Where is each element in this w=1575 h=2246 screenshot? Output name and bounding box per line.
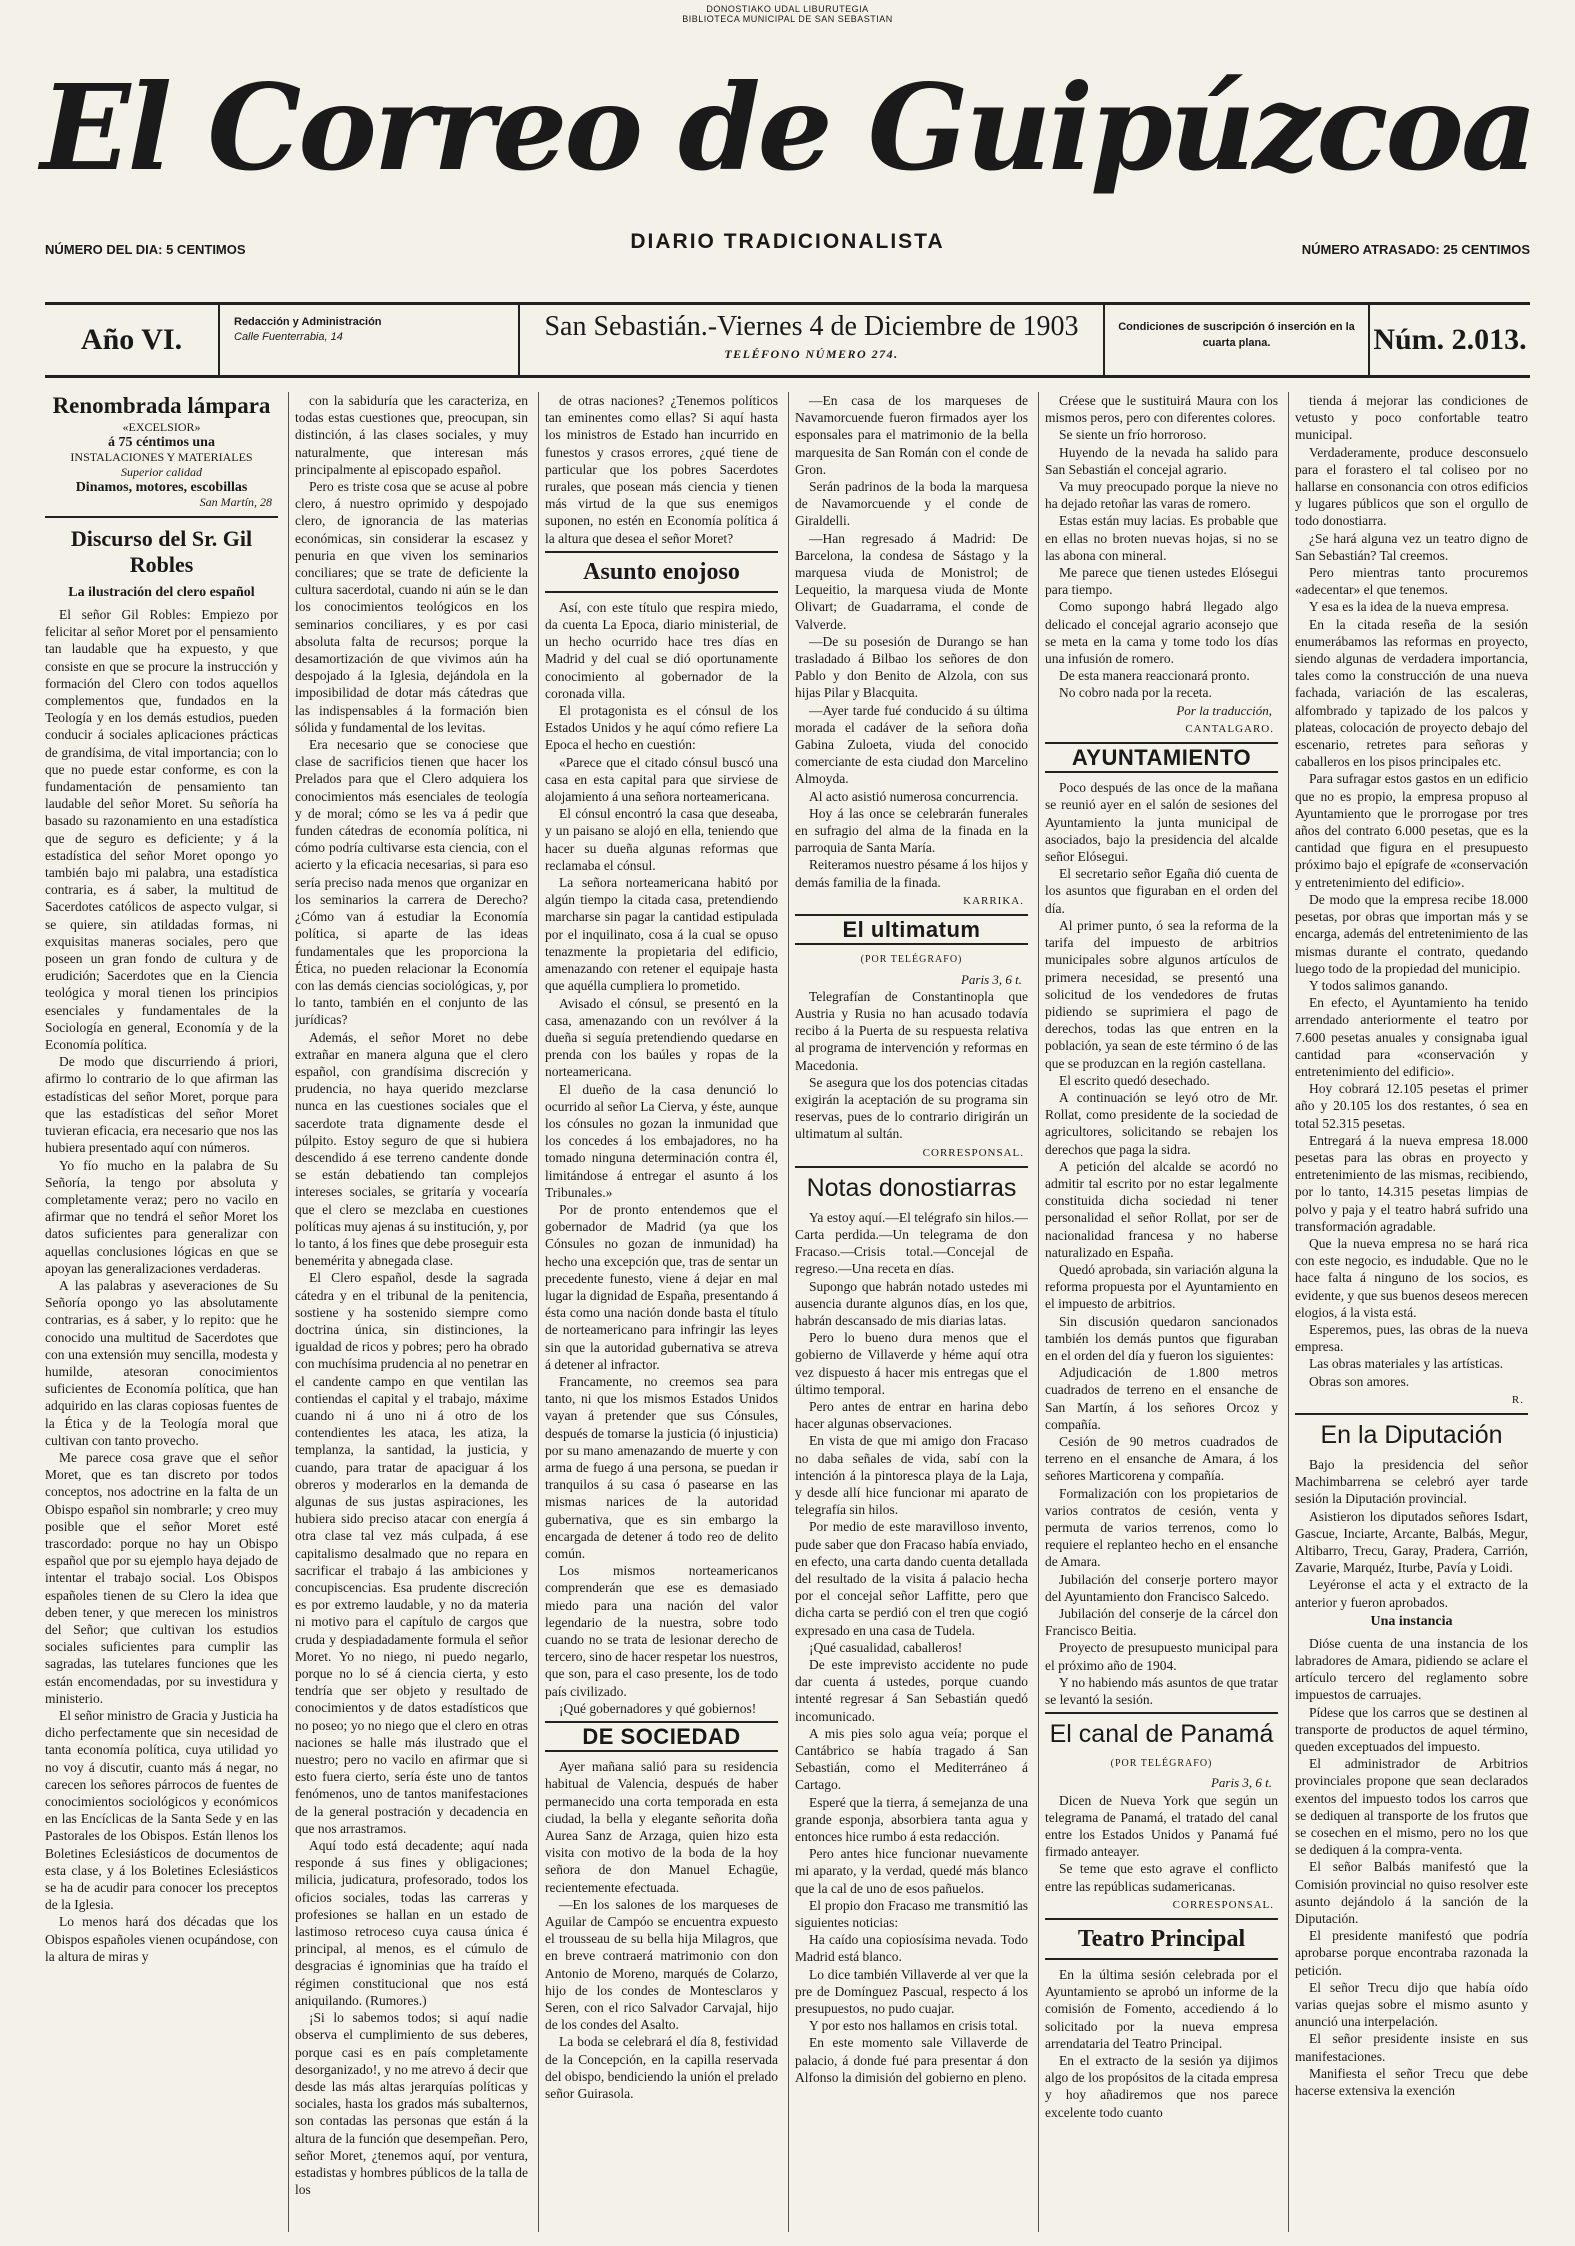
ad-items: Dinamos, motores, escobillas <box>75 480 248 495</box>
dateline: Paris 3, 6 t. <box>1210 1775 1272 1791</box>
article-title: El ultimatum <box>795 914 1028 945</box>
paragraph: Al primer punto, ó sea la reforma de la tarifa del impuesto de arbitrios municipales sobre algunos artículos de primera necesidad, se presentó una solicitud de los vendedores de frutas pidiendo se suprimiera el pago de derechos, todas las que entren en la población, ya sean de este término ó de las que se produzcan en la región castellana. <box>1045 917 1278 1071</box>
article-subtitle: La ilustración del clero español <box>68 585 255 600</box>
telegraph-tag: (POR TELÉGRAFO) <box>860 954 963 966</box>
paragraph: En el extracto de la sesión ya dijimos algo de los propósitos de la citada empresa y hoy añadiremos que nos parece excelente todo cuanto <box>1045 2053 1278 2120</box>
article-title: Notas donostiarras <box>795 1166 1028 1203</box>
issue-date: San Sebastián.-Viernes 4 de Diciembre de 1903 <box>544 311 1079 342</box>
article-title: Teatro Principal <box>1045 1918 1278 1960</box>
paragraph: Hoy cobrará 12.105 pesetas el primer año y 20.105 los dos restantes, ó sea en total 52.315 pesetas. <box>1295 1081 1528 1131</box>
paragraph: De modo que la empresa recibe 18.000 pesetas, por obras que importan más y se encarga, además del entretenimiento de las mismas durante el contrato, quedando luego todo de la propiedad del municipio. <box>1295 891 1528 976</box>
paragraph: —De su posesión de Durango se han trasladado á Bilbao los señores de don Pablo y don Benito de Alzola, con sus hijas Pilar y Blacquita. <box>795 633 1028 701</box>
library-stamp-line2: BIBLIOTECA MUNICIPAL DE SAN SEBASTIAN <box>682 14 893 24</box>
paragraph: El señor Trecu dijo que había oído varias quejas sobre el mismo asunto y anunció una interpelación. <box>1295 1979 1528 2030</box>
office-title: Redacción y Administración <box>234 316 382 328</box>
paragraph: El cónsul encontró la casa que deseaba, y un paisano se alojó en ella, teniendo que hacer su dueña algunas reformas que reclamaba el cónsul. <box>545 806 778 873</box>
dateline: Paris 3, 6 t. <box>960 971 1022 987</box>
paragraph: Ya estoy aquí.—El telégrafo sin hilos.—Carta perdida.—Un telegrama de don Fracaso.—Crisis total.—Concejal de regreso.—Una receta en días. <box>795 1209 1028 1277</box>
paragraph: El propio don Fracaso me transmitió las siguientes noticias: <box>795 1897 1028 1931</box>
column-rule <box>1288 392 1289 2232</box>
office-info <box>220 305 520 375</box>
article-title: AYUNTAMIENTO <box>1045 742 1278 773</box>
paragraph: Telegrafían de Constantinopla que Austria y Rusia no han acusado todavía recibo á la Puerta de su respuesta relativa al programa de intervención y reformas en Macedonia. <box>795 988 1028 1073</box>
paragraph: Poco después de las once de la mañana se reunió ayer en el salón de sesiones del Ayuntamiento la junta municipal de asociados, bajo la presidencia del alcalde señor Elósegui. <box>1045 780 1278 865</box>
paragraph: Las obras materiales y las artísticas. <box>1309 1356 1504 1372</box>
paragraph: En vista de que mi amigo don Fracaso no daba señales de vida, sabí con la intención á la pintoresca playa de la Laja, y desde allí hice funcionar mi aparato de telegrafía sin hilos. <box>795 1433 1028 1518</box>
paragraph: Pero mientras tanto procuremos «adecentar» el que tenemos. <box>1295 565 1528 598</box>
paragraph: Así, con este título que respira miedo, da cuenta La Epoca, diario ministerial, de un hecho ocurrido hace tres días en Madrid y del cual se dió oportunamente conocimiento al gobernador de la coronada villa. <box>545 599 778 701</box>
paragraph: Además, el señor Moret no debe extrañar en manera alguna que el clero español, con grandísima discreción y prudencia, no haya querido mezclarse nunca en las cuestiones sociales que el sacerdote trata dignamente desde el púlpito. Estoy seguro de que si hubiera descendido á ese terreno candente donde se están debatiendo tan complejos intereses sociales, se gritaría y vocearía que el clero se mezclaba en cuestiones políticas muy ajenas á su institución, y, por lo tanto, á los fines que debe proseguir esta benemérita y abnegada clase. <box>295 1029 528 1269</box>
paragraph: A petición del alcalde se acordó no admitir tal escrito por no estar legalmente constituida dicha sociedad ni tener personalidad el señor Rollat, por ser de nacionalidad francesa y no haberse naturalizado en España. <box>1045 1158 1278 1260</box>
paragraph: Leyéronse el acta y el extracto de la anterior y fueron aprobados. <box>1295 1577 1528 1610</box>
paragraph: A mis pies solo agua veía; porque el Cantábrico se había tragado á San Sebastián, como el Mediterráneo á Cartago. <box>795 1725 1028 1793</box>
paragraph: tienda á mejorar las condiciones de vetusto y poco confortable teatro municipal. <box>1295 393 1528 443</box>
paragraph: En efecto, el Ayuntamiento ha tenido arrendado anteriormente el teatro por 7.600 pesetas anuales y consignaba igual cantidad para «conservación y entretenimiento del edificio». <box>1295 995 1528 1079</box>
paragraph: ¡Si lo sabemos todos; si aquí nadie observa el cumplimiento de sus deberes, porque casi es en país completamente desorganizado!, y no me atrevo á decir que desde las más altas jerarquías políticas y sociales, hasta los grados más subalternos, son contadas las personas que están á la altura de la función que desempeñan. Pero, señor Moret, ¿tenemos aquí, por ventura, estadistas y hombres públicos de la talla de los <box>295 2010 528 2198</box>
price-today: NÚMERO DEL DIA: 5 CENTIMOS <box>45 242 246 257</box>
paragraph: Hoy á las once se celebrarán funerales en sufragio del alma de la finada en la parroquia de Santa María. <box>795 805 1028 856</box>
ad-install: INSTALACIONES Y MATERIALES <box>70 450 253 464</box>
paragraph: El escrito quedó desechado. <box>1059 1072 1210 1088</box>
column-4 <box>795 392 1028 2232</box>
paragraph: «Parece que el citado cónsul buscó una casa en esta capital para que sirviese de alojamiento á una señora norteamericana. <box>545 754 778 805</box>
paragraph: —Han regresado á Madrid: De Barcelona, la condesa de Sástago y la marquesa viuda de Monistrol; de Lequeitio, la marquesa viuda de Monte Olivart; de Guadarrama, el conde de Valverde. <box>795 530 1028 632</box>
column-5 <box>1045 392 1278 2232</box>
library-stamp <box>0 4 1575 24</box>
paragraph: Pero antes hice funcionar nuevamente mi aparato, y la verdad, quedé más blanco que la cal de uno de esos pañuelos. <box>795 1846 1028 1896</box>
signature: KARRIKA. <box>963 894 1024 907</box>
paragraph: Para sufragar estos gastos en un edificio que no es propio, la empresa propuso al Ayuntamiento que le prorrogase por tres años del contrato 6.000 pesetas, que es la cantidad que figura en el presupuesto próximo bajo el epígrafe de «conservación y entretenimiento del edificio». <box>1295 771 1528 890</box>
column-3 <box>545 392 778 2232</box>
section-subtitle: Una instancia <box>1370 1613 1453 1629</box>
paragraph: Y todos salimos ganando. <box>1309 977 1448 993</box>
paragraph: Se asegura que los dos potencias citadas exigirán la aceptación de su programa sin reservas, pues de lo contrario dirigirán un ultimatum al sultán. <box>795 1074 1028 1142</box>
paragraph: Entregará á la nueva empresa 18.000 pesetas para las obras en proyecto y entretenimiento de las mismas, recibiendo, por lo tanto, 14.315 pesetas limpias de polvo y paja y el teatro habrá sufrido una transformación agradable. <box>1295 1132 1528 1234</box>
paragraph: Me parece que tienen ustedes Elósegui para tiempo. <box>1045 565 1278 598</box>
paragraph: El protagonista es el cónsul de los Estados Unidos y he aquí cómo refiere La Epoca el hecho en cuestión: <box>545 703 778 753</box>
paragraph: Formalización con los propietarios de varios contratos de cesión, venta y permuta de varios terrenos, como lo requiere el replanteo hecho en el ensanche de Amara. <box>1045 1485 1278 1570</box>
article-title: Asunto enojoso <box>545 551 778 593</box>
signature: CANTALGARO. <box>1185 722 1274 735</box>
translator-note: Por la traducción, <box>1176 702 1272 718</box>
article-title: En la Diputación <box>1295 1413 1528 1450</box>
signature: R. <box>1511 1393 1524 1406</box>
signature: CORRESPONSAL. <box>1172 1898 1274 1911</box>
paragraph: La señora norteamericana habitó por algún tiempo la citada casa, pretendiendo marcharse sin pagar la cantidad estipulada por el inquilinato, cosa á la cual se opuso tenazmente la propietaria del edificio, amenazando con retener el equipaje hasta que aquélla cumpliera lo prometido. <box>545 875 778 994</box>
paragraph: No cobro nada por la receta. <box>1059 685 1212 701</box>
paragraph: Se teme que esto agrave el conflicto entre las repúblicas sudamericanas. <box>1045 1861 1278 1894</box>
paragraph: Dicen de Nueva York que según un telegrama de Panamá, el tratado del canal entre los Estados Unidos y Panamá fué firmado anteayer. <box>1045 1792 1278 1860</box>
phone-number: TELÉFONO NÚMERO 274. <box>724 347 899 361</box>
paragraph: Por de pronto entendemos que el gobernador de Madrid (ya que los Cónsules no gozan de inmunidad) ha hecho una excepción que, tras de sentar un precedente funesto, viene á dejar en mal lugar la dignidad de España, presentando á ésta como una nación donde basta el título de norteamericano para infringir las leyes sin que la autoridad gubernativa se atreva á detener al infractor. <box>545 1201 778 1372</box>
paragraph: Verdaderamente, produce desconsuelo para el forastero el tal coliseo por no hallarse en consonancia con otros edificios y lugares públicos que son el orgullo de todo donostiarra. <box>1295 444 1528 529</box>
paragraph: Yo fío mucho en la palabra de Su Señoría, la tengo por absoluta y completamente veraz; pero no vacilo en afirmar que no tendrá el señor Moret los datos suficientes para generalizar con aquellas conclusiones lógicas en que se apoyan las generalizaciones verdaderas. <box>45 1157 278 1276</box>
paragraph: Se siente un frío horroroso. <box>1059 427 1207 443</box>
issue-info-bar <box>45 302 1530 378</box>
paragraph: Pero es triste cosa que se acuse al pobre clero, á nuestro oprimido y despojado clero, de ignorancia de las materias económicas, sin considerar la escasez y penuria en que viven los seminarios conciliares; que se trate de deficiente la cultura sacerdotal, cuando ni aún se le dan los conocimientos teológicos en los seminarios conciliares, y es por casi absoluta falta de recursos; porque la desamortización de que vivimos aún ha despojado á la Iglesia, dejándola en la imposibilidad de dotar más cátedras que las indispensables á la formación bien sólida y fundamental de los levitas. <box>295 479 528 735</box>
paragraph: Que la nueva empresa no se hará rica con este negocio, es indudable. Que no le hace falta á ninguno de los socios, es evidente, y que sus buenos deseos merecen elogios, á la vista está. <box>1295 1235 1528 1320</box>
paragraph: Asistieron los diputados señores Isdart, Gascue, Inciarte, Arcante, Balbás, Megur, Altibarro, Trecu, Garay, Pradera, Carrión, Zavarie, Marquéz, Iturbe, Pavía y Loidi. <box>1295 1508 1528 1576</box>
paragraph: —Ayer tarde fué conducido á su última morada el cadáver de la señora doña Gabina Zuloeta, viuda del conocido comerciante de esta ciudad don Marcelino Almoyda. <box>795 702 1028 787</box>
paragraph: El señor ministro de Gracia y Justicia ha dicho perfectamente que sin necesidad de tanta economía política, cuya utilidad yo no voy á discutir, cuanto más á negar, no carecen los señores párrocos de fuentes de conocimientos sociológicos y económicos en las Encíclicas de la Santa Sede y en las Pastorales de los Obispos. Están llenos los Boletines Eclesiásticos de documentos de esta clase, y á los Boletines Eclesiásticos se ha de acudir para conocer los preceptos de la Iglesia. <box>45 1708 278 1913</box>
ad-address: San Martín, 28 <box>199 495 272 509</box>
paragraph: Quedó aprobada, sin variación alguna la reforma propuesta por el Ayuntamiento en el impuesto de arbitrios. <box>1045 1261 1278 1312</box>
paragraph: Proyecto de presupuesto municipal para el próximo año de 1904. <box>1045 1640 1278 1673</box>
paragraph: Estas están muy lacias. Es probable que en ellas no broten nuevas hojas, si no se las abona con mineral. <box>1045 513 1278 563</box>
paragraph: Me parece cosa grave que el señor Moret, que es tan discreto por todos conceptos, nos adoctrine en la falta de un Obispo español sin nombrarle; y creo muy posible que el señor Moret esté trascordado: porque no hay un Obispo español que por su ejemplo haya dejado de intentar el trabajo social. Los Obispos españoles tienen de su Clero la idea que deben tener, y que merecen los ministros del Señor; que cultivan los estudios sociales suficientes para cumplir las sagradas, las tutelares funciones que les están encomendadas, por su investidura y ministerio. <box>45 1449 278 1706</box>
paragraph: La boda se celebrará el día 8, festividad de la Concepción, en la capilla reservada del obispo, bendiciendo la unión el prelado señor Guirasola. <box>545 2034 778 2102</box>
paragraph: Francamente, no creemos sea para tanto, ni que los mismos Estados Unidos vayan á pretender que sus Cónsules, después de tomarse la justicia (ó injusticia) por su mano amenazando de muerte y con arma de fuego á una persona, se puedan ir tranquilos á su casa ó pasearse en las mismas narices de la autoridad gubernativa, que es sin embargo la encargada de detener á todo reo de delito común. <box>545 1373 778 1561</box>
paragraph: El Clero español, desde la sagrada cátedra y en el tribunal de la penitencia, sostiene y ha sostenido siempre como doctrina única, sin distinciones, la igualdad de ricos y pobres; pero ha obrado con muchísima prudencia al no penetrar en el candente campo en que ventilan las contiendas el capital y el trabajo, máxime cuando ni á uno ni á otro de los contendientes les ataca, les atiza, la templanza, la santidad, la justicia, y cuando, para tratar de apaciguar á los obreros y moderarlos en la demanda de algunas de sus justas aspiraciones, les hubiera sido preciso atacar con energía á otra clase tal vez más culpada, á ese capitalismo desalmado que no repara en sacrificar el trabajo á las ambiciones y concupiscencias. Esa prudente discreción es por extremo laudable, y no da materia ni motivo para el capítulo de cargos que cruda y despiadadamente formula el señor Moret. Yo no niego, ni puedo negarlo, porque no lo sé á ciencia cierta, y esto tendría que ser objeto y resultado de conocimientos y de datos estadísticos que no poseo; yo no niego que el clero en otras naciones se halle más ilustrado que el nuestro; pero no vacilo en afirmar que si esto fuera cierto, sería éste uno de tantos fenómenos, uno de tantos manifestaciones de la general postración y decadencia en que nos arrastramos. <box>295 1270 528 1836</box>
column-2 <box>295 392 528 2232</box>
paragraph: Ha caído una copiosísima nevada. Todo Madrid está blanco. <box>795 1932 1028 1965</box>
paragraph: Jubilación del conserje de la cárcel don Francisco Beitia. <box>1045 1606 1278 1639</box>
price-back-issue: NÚMERO ATRASADO: 25 CENTIMOS <box>1301 242 1530 257</box>
paragraph: Huyendo de la nevada ha salido para San Sebastián el concejal agrario. <box>1045 444 1278 477</box>
paragraph: Lo dice también Villaverde al ver que la pre de Domínguez Pascual, respecto á los presupuestos, no pudo cuajar. <box>795 1966 1028 2017</box>
paragraph: El presidente manifestó que podría aprobarse porque encontraba razonada la petición. <box>1295 1928 1528 1978</box>
signature: CORRESPONSAL. <box>922 1146 1024 1159</box>
paragraph: Por medio de este maravilloso invento, pude saber que don Fracaso había enviado, en efecto, una carta dando cuenta detallada del resultado de la visita á palacio hecha por el concejal señor Laffitte, pero que dicha carta se perdió con el tren que cogió expresado en una casa de Tudela. <box>795 1519 1028 1638</box>
article-columns <box>45 392 1530 2232</box>
dateline-box <box>520 305 1105 375</box>
telegraph-tag: (POR TELÉGRAFO) <box>1110 1758 1213 1770</box>
paragraph: Como supongo habrá llegado algo delicado el concejal agrario aconsejo que se meta en la cama y tome todo los días una infusión de romero. <box>1045 599 1278 667</box>
paragraph: En la última sesión celebrada por el Ayuntamiento se aprobó un informe de la comisión de Fomento, accediendo á lo solicitado por la nueva empresa arrendataria del Teatro Principal. <box>1045 1967 1278 2051</box>
paragraph: A continuación se leyó otro de Mr. Rollat, como presidente de la sociedad de agricultores, solicitando se rebajen los derechos que paga la sidra. <box>1045 1089 1278 1157</box>
paragraph: —En casa de los marqueses de Navamorcuende fueron firmados ayer los esponsales para el matrimonio de la bella marquesita de San Román con el conde de Gron. <box>795 393 1028 477</box>
newspaper-title: El Correo de Guipúzcoa <box>40 58 1535 197</box>
paragraph: Reiteramos nuestro pésame á los hijos y demás familia de la finada. <box>795 857 1028 890</box>
ad-brand: «EXCELSIOR» <box>122 420 201 434</box>
paragraph: ¿Se hará alguna vez un teatro digno de San Sebastián? Tal creemos. <box>1295 530 1528 563</box>
paragraph: Y por esto nos hallamos en crisis total. <box>809 2018 1018 2034</box>
column-rule <box>1038 392 1039 2232</box>
paragraph: Adjudicación de 1.800 metros cuadrados de terreno en el ensanche de San Martín, á los señores Orcoz y compañía. <box>1045 1365 1278 1432</box>
paragraph: El dueño de la casa denunció lo ocurrido al señor La Cierva, y éste, aunque los cónsules no gozan la inmunidad que los concedes á los embajadores, no ha tomado ninguna determinación contra él, limitándose á entregar el asunto á los Tribunales.» <box>545 1081 778 1200</box>
ad-price: á 75 céntimos una <box>108 435 215 450</box>
paragraph: Avisado el cónsul, se presentó en la casa, amenazando con un revólver á la dueña si seguía pretendiendo quedarse en prenda con los baúles y ropas de la norteamericana. <box>545 995 778 1080</box>
paragraph: Al acto asistió numerosa concurrencia. <box>809 788 1019 804</box>
column-1 <box>45 392 278 2232</box>
paragraph: Obras son amores. <box>1309 1373 1410 1389</box>
paragraph: Supongo que habrán notado ustedes mi ausencia durante algunos días, en los que, habrán descansado de mis diarias latas. <box>795 1278 1028 1328</box>
article-title: El canal de Panamá <box>1045 1712 1278 1749</box>
office-address: Calle Fuenterrabia, 14 <box>234 331 343 343</box>
paragraph: Dióse cuenta de una instancia de los labradores de Amara, pidiendo se aclare el artículo tercero del reglamento sobre impuestos de carruajes. <box>1295 1635 1528 1703</box>
lamp-advertisement <box>45 392 278 518</box>
paragraph: De esta manera reaccionará pronto. <box>1059 668 1250 684</box>
paragraph: En la citada reseña de la sesión enumerábamos las reformas en proyecto, siendo algunas de verdadera importancia, tales como la construcción de una nueva fachada, variación de las escaleras, alfombrado y tapizado de los palcos y plateas, colocación de proyecto debajo del escenario, retretes para señoras y caballeros en los pisos principales etc. <box>1295 616 1528 770</box>
paragraph: Era necesario que se conociese que clase de sacrificios tienen que hacer los Prelados para que el Clero adquiera los conocimientos más esenciales de teología y de moral; cómo se les va á pedir que funden cátedras de economía política, ni cómo podría cultivarse esta ciencia, con el acierto y la eficacia necesarias, si para eso sería preciso nada menos que organizar en los seminarios la carrera de Derecho? ¿Cómo van á estudiar la Economía política, si aparte de las ideas fundamentales que les proporciona la Ética, no pueden relacionar la Economía con las demás ciencias sociológicas, y, por lo tanto, también en el conjunto de las jurídicas? <box>295 737 528 1028</box>
paragraph: de otras naciones? ¿Tenemos políticos tan eminentes como ellas? Si aquí hasta los ministros de Estado han incurrido en funestos y crasos errores, ¿qué tiene de particular que los pobres Sacerdotes rurales, que posean más ciencia y tienen más virtud de la que sus enemigos suponen, no estén en Economía política á la altura que desea el señor Moret? <box>545 393 778 546</box>
issue-number: Núm. 2.013. <box>1373 323 1527 356</box>
column-6 <box>1295 392 1528 2232</box>
paragraph: El administrador de Arbitrios provinciales propone que sean declarados exentos del impuesto todos los carros que se dediquen al transporte de los frutos que se cosechen en el mismo, pero no los que se dediquen á la compra-venta. <box>1295 1756 1528 1858</box>
paragraph: El señor presidente insiste en sus manifestaciones. <box>1295 2031 1528 2064</box>
paragraph: Va muy preocupado porque la nieve no ha dejado retoñar las varas de romero. <box>1045 479 1278 512</box>
paragraph: Esperé que la tierra, á semejanza de una grande esponja, absorbiera tanta agua y entonces hice rumbo á esta redacción. <box>795 1794 1028 1845</box>
paragraph: El señor Gil Robles: Empiezo por felicitar al señor Moret por el pensamiento tan laudable que ha expuesto, y que consiste en que se procure la instrucción y formación del Clero con todos aquellos complementos que, fundados en la Teología y en los demás estudios, pueden conducir á sociales aplicaciones prácticas de grandísima, de vital importancia; con lo que no puede estar conforme, es con la fundamentación de pensamiento tan laudable del señor Moret. Su señoría ha basado su razonamiento en una estadística que de seguro es deficiente; y á la estadística del señor Moret opongo yo también bajo mi palabra, una estadística contraria, es á saber, la multitud de Sacerdotes católicos de aspecto vulgar, si se quiere, sin atildadas formas, ni exquisitas maneras sociales, pero que poseen un gran fondo de cultura y de erudición; Sacerdotes que en la Ciencia teológica y moral tienen los principios esenciales y fundamentales de la Sociología en general, Economía y de la Economía política. <box>45 607 278 1053</box>
column-rule <box>288 392 289 2232</box>
ad-title: Renombrada lámpara <box>52 393 271 418</box>
paragraph: Sin discusión quedaron sancionados también los demás puntos que figuraban en el orden del día y fueron los siguientes: <box>1045 1313 1278 1363</box>
paragraph: Jubilación del conserje portero mayor del Ayuntamiento don Francisco Salcedo. <box>1045 1571 1278 1604</box>
paragraph: —En los salones de los marqueses de Aguilar de Campóo se encuentra expuesto el trousseau de su bella hija Milagros, que en breve contraerá matrimonio con don Antonio de Moreno, marqués de Colarzo, hijo de los condes de Montesclaros y Seren, con el rico Salvador Carvajal, hijo de los condes del Asalto. <box>545 1896 778 2033</box>
ad-quality: Superior calidad <box>121 465 202 479</box>
paragraph: Bajo la presidencia del señor Machimbarrena se celebró ayer tarde sesión la Diputación provincial. <box>1295 1456 1528 1507</box>
paragraph: Aquí todo está decadente; aquí nada responde á sus fines y obligaciones; milicia, judicatura, profesorado, todos los oficios sociales, todas las carreras y profesiones se hallan en un estado de lastimoso retroceso cuya causa única é principal, al menos, es el cúmulo de desgracias é ignominias que ha traído el régimen constitucional que nos está aniquilando. (Rumores.) <box>295 1838 528 2008</box>
paragraph: Lo menos hará dos décadas que los Obispos españoles vienen ocupándose, con la altura de miras y <box>45 1914 278 1964</box>
column-rule <box>788 392 789 2232</box>
paragraph: con la sabiduría que les caracteriza, en todas estas cuestiones que, preocupan, sin distinción, á las clases sociales, y muy naturalmente, que interesan más principalmente al episcopado español. <box>295 393 528 477</box>
library-stamp-line1: DONOSTIAKO UDAL LIBURUTEGIA <box>706 4 869 14</box>
column-rule <box>538 392 539 2232</box>
paragraph: Y esa es la idea de la nueva empresa. <box>1309 599 1510 615</box>
masthead <box>30 48 1545 208</box>
paragraph: Ayer mañana salió para su residencia habitual de Valencia, después de haber permanecido una corta temporada en esta ciudad, la bella y elegante señorita doña Aurea Sanz de Arzaga, quien hizo esta visita con motivo de la boda de la hoy señora de don Manuel Echagüe, recientemente efectuada. <box>545 1759 778 1895</box>
subscription-conditions: Condiciones de suscripción ó inserción en la cuarta plana. <box>1105 305 1370 375</box>
paragraph: El señor Balbás manifestó que la Comisión provincial no quiso resolver este asunto dejándolo á la sanción de la Diputación. <box>1295 1859 1528 1927</box>
paragraph: A las palabras y aseveraciones de Su Señoría opongo yo las absolutamente contrarias, es á saber, y lo repito: que he conocido una multitud de Sacerdotes que con una extensión muy sencilla, modesta y humilde, atesoran conocimientos suficientes de Economía política, que han adquirido en las claras copiosas fuentes de la Ética y de la Teología moral que cultivan con tanto provecho. <box>45 1277 278 1448</box>
year-label: Año VI. <box>45 305 220 375</box>
paragraph: Esperemos, pues, las obras de la nueva empresa. <box>1295 1321 1528 1355</box>
paragraph: Pídese que los carros que se destinen al transporte de productos de aquel término, queden exceptuados del impuesto. <box>1295 1704 1528 1755</box>
paragraph: El secretario señor Egaña dió cuenta de los asuntos que figuraban en el orden del día. <box>1045 866 1278 916</box>
paragraph: Manifiesta el señor Trecu que debe hacerse extensiva la exención <box>1295 2065 1528 2099</box>
paragraph: Cesión de 90 metros cuadrados de terreno en el ensanche de Amara, á los señores Marticorena y compañía. <box>1045 1433 1278 1484</box>
paragraph: De este imprevisto accidente no pude dar cuenta á ustedes, porque cuando intenté regresar á San Sebastián quedó incomunicado. <box>795 1657 1028 1724</box>
paragraph: ¡Qué gobernadores y qué gobiernos! <box>559 1700 757 1716</box>
paragraph: Y no habiendo más asuntos de que tratar se levantó la sesión. <box>1045 1674 1278 1708</box>
masthead-subline <box>45 230 1530 272</box>
article-title: Discurso del Sr. Gil Robles <box>70 526 253 577</box>
paragraph: En este momento sale Villaverde de palacio, á donde fué para presentar á don Alfonso la dimisión del gobierno en pleno. <box>795 2035 1028 2085</box>
paragraph: Créese que le sustituirá Maura con los mismos peros, pero con diferentes colores. <box>1045 393 1278 426</box>
paragraph: Serán padrinos de la boda la marquesa de Navamorcuende y el conde de Giraldelli. <box>795 479 1028 529</box>
paragraph: Pero lo bueno dura menos que el gobierno de Villaverde y héme aquí otra vez dispuesto á hacer mis entregas que el último temporal. <box>795 1330 1028 1397</box>
paragraph: ¡Qué casualidad, caballeros! <box>809 1639 963 1655</box>
article-title: DE SOCIEDAD <box>545 1721 778 1752</box>
paragraph: De modo que discurriendo á priori, afirmo lo contrario de lo que afirman las estadísticas del señor Moret, porque para que las estadísticas del señor Moret tuvieran eficacia, era necesario que nos las hubiera presentado aquí con números. <box>45 1054 278 1156</box>
paragraph: Los mismos norteamericanos comprenderán que ese es demasiado miedo para una nación del valor legendario de la nuestra, sobre todo cuando no se trata de lesionar derecho de tercero, sino de hacer respetar los nuestros, que son, para el caso presente, los de todo país civilizado. <box>545 1563 778 1699</box>
newspaper-subtitle: DIARIO TRADICIONALISTA <box>630 230 945 253</box>
paragraph: Pero antes de entrar en harina debo hacer algunas observaciones. <box>795 1398 1028 1432</box>
